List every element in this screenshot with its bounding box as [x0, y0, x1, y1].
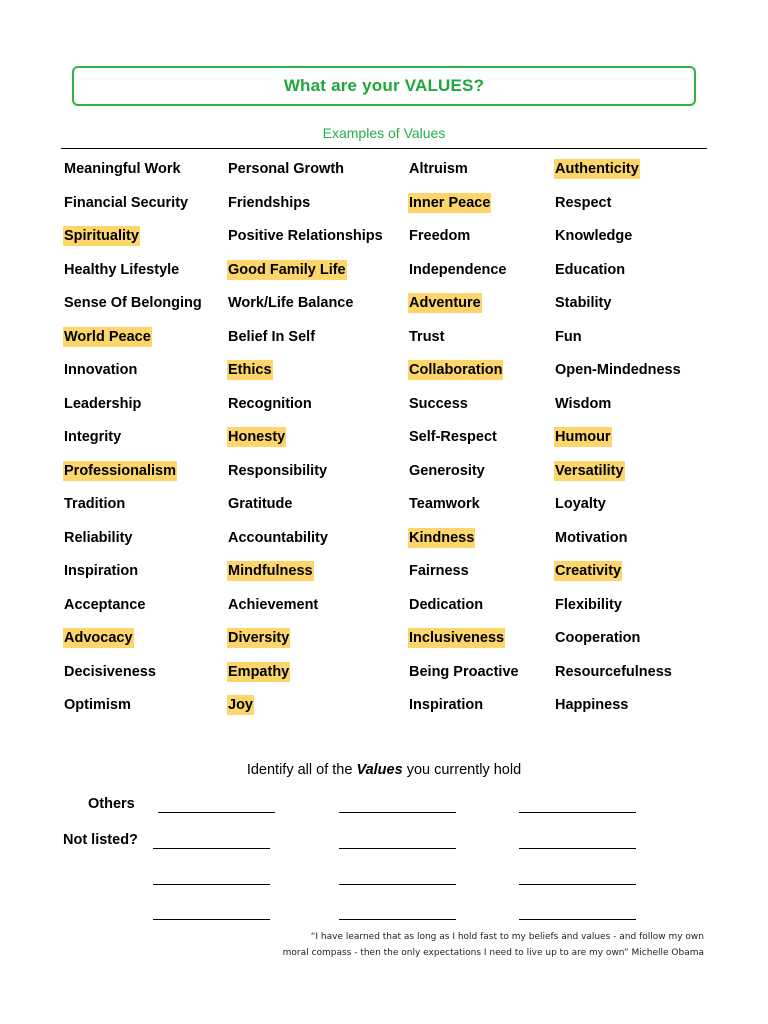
value-item-highlighted: Inclusiveness: [409, 630, 505, 646]
value-item: Acceptance: [64, 596, 146, 613]
value-item-highlighted: Ethics: [228, 362, 272, 378]
values-row: [63, 226, 723, 260]
value-item: Flexibility: [555, 596, 622, 613]
value-item: Personal Growth: [228, 161, 345, 177]
values-row: [63, 628, 723, 662]
write-in-line[interactable]: [153, 848, 270, 849]
value-item-highlighted: World Peace: [64, 328, 151, 345]
values-row: [63, 193, 723, 227]
value-item: Freedom: [409, 228, 471, 244]
quote-line-1: “I have learned that as long as I hold fast to my beliefs and values - and follow my own: [310, 932, 704, 942]
value-item-highlighted: Creativity: [555, 563, 622, 579]
values-row: [63, 662, 723, 696]
value-item: Happiness: [555, 697, 629, 713]
value-item: Independence: [409, 261, 507, 278]
value-item-highlighted: Humour: [555, 429, 611, 445]
values-grid: [63, 159, 723, 729]
value-item: Belief In Self: [228, 328, 316, 345]
value-item: Dedication: [409, 596, 484, 613]
value-item-highlighted: Mindfulness: [228, 563, 313, 579]
value-item: Optimism: [64, 697, 131, 713]
value-item-highlighted: Collaboration: [409, 362, 503, 378]
values-row: [63, 595, 723, 629]
quote-line-2: moral compass - then the only expectations I need to live up to are my own” Michelle Obama: [282, 948, 704, 958]
value-item: Leadership: [64, 395, 142, 412]
values-row: [63, 159, 723, 193]
value-item: Trust: [409, 328, 445, 345]
value-item: Loyalty: [555, 496, 606, 512]
write-in-line[interactable]: [519, 812, 636, 813]
value-item-highlighted: Empathy: [228, 663, 290, 680]
value-item: Stability: [555, 295, 612, 311]
write-in-line[interactable]: [339, 848, 456, 849]
identify-text-after: you currently hold: [402, 762, 522, 778]
value-item: Open-Mindedness: [555, 362, 681, 378]
write-in-line[interactable]: [153, 919, 270, 920]
value-item: Fun: [555, 328, 582, 345]
write-in-line[interactable]: [339, 884, 456, 885]
value-item-highlighted: Diversity: [228, 630, 290, 646]
identify-text-before: Identify all of the: [246, 762, 357, 778]
not-listed-label: Not listed?: [63, 832, 138, 848]
value-item: Inspiration: [409, 697, 484, 713]
values-row: [63, 695, 723, 729]
page-title: What are your VALUES?: [283, 76, 485, 95]
value-item: Inspiration: [64, 563, 139, 579]
write-in-line[interactable]: [339, 812, 456, 813]
value-item-highlighted: Inner Peace: [409, 194, 491, 211]
values-row: [63, 394, 723, 428]
value-item-highlighted: Advocacy: [64, 630, 133, 646]
values-row: [63, 561, 723, 595]
value-item: Recognition: [228, 395, 312, 412]
value-item: Success: [409, 395, 468, 412]
value-item: Tradition: [64, 496, 126, 512]
values-row: [63, 528, 723, 562]
values-row: [63, 293, 723, 327]
values-row: [63, 327, 723, 361]
write-in-line[interactable]: [519, 884, 636, 885]
value-item-highlighted: Spirituality: [64, 228, 139, 244]
value-item-highlighted: Authenticity: [555, 161, 639, 177]
value-item: Education: [555, 261, 626, 278]
value-item-highlighted: Good Family Life: [228, 261, 346, 278]
values-row: [63, 427, 723, 461]
value-item-highlighted: Kindness: [409, 529, 475, 546]
write-in-line[interactable]: [153, 884, 270, 885]
values-row: [63, 360, 723, 394]
value-item: Cooperation: [555, 630, 641, 646]
value-item: Financial Security: [64, 194, 189, 211]
title-box: [72, 66, 696, 106]
section-subtitle: Examples of Values: [322, 125, 446, 141]
value-item: Generosity: [409, 462, 485, 479]
value-item: Being Proactive: [409, 663, 519, 680]
value-item-highlighted: Adventure: [409, 295, 481, 311]
value-item: Resourcefulness: [555, 663, 672, 680]
value-item: Fairness: [409, 563, 469, 579]
values-row: [63, 461, 723, 495]
write-in-line[interactable]: [339, 919, 456, 920]
value-item-highlighted: Honesty: [228, 429, 286, 445]
others-label: Others: [88, 796, 135, 812]
value-item: Sense Of Belonging: [64, 295, 202, 311]
value-item: Meaningful Work: [64, 161, 181, 177]
write-in-line[interactable]: [519, 919, 636, 920]
value-item: Motivation: [555, 529, 628, 546]
value-item-highlighted: Professionalism: [64, 462, 177, 479]
write-in-line[interactable]: [158, 812, 275, 813]
value-item: Teamwork: [409, 496, 480, 512]
value-item: Knowledge: [555, 228, 633, 244]
value-item: Self-Respect: [409, 429, 497, 445]
divider: [61, 148, 707, 149]
values-row: [63, 260, 723, 294]
value-item: Friendships: [228, 194, 311, 211]
values-row: [63, 494, 723, 528]
value-item: Altruism: [409, 161, 468, 177]
write-in-line[interactable]: [519, 848, 636, 849]
value-item: Responsibility: [228, 462, 328, 479]
value-item: Achievement: [228, 596, 319, 613]
identify-emphasis: Values: [356, 762, 403, 778]
value-item-highlighted: Versatility: [555, 462, 624, 479]
value-item: Accountability: [228, 529, 328, 546]
value-item: Wisdom: [555, 395, 612, 412]
value-item-highlighted: Joy: [228, 697, 253, 713]
value-item: Innovation: [64, 362, 138, 378]
value-item: Positive Relationships: [228, 228, 383, 244]
value-item: Decisiveness: [64, 663, 156, 680]
identify-instruction: [0, 762, 768, 778]
value-item: Gratitude: [228, 496, 293, 512]
value-item: Integrity: [64, 429, 122, 445]
value-item: Healthy Lifestyle: [64, 261, 180, 278]
value-item: Respect: [555, 194, 612, 211]
value-item: Reliability: [64, 529, 133, 546]
value-item: Work/Life Balance: [228, 295, 354, 311]
